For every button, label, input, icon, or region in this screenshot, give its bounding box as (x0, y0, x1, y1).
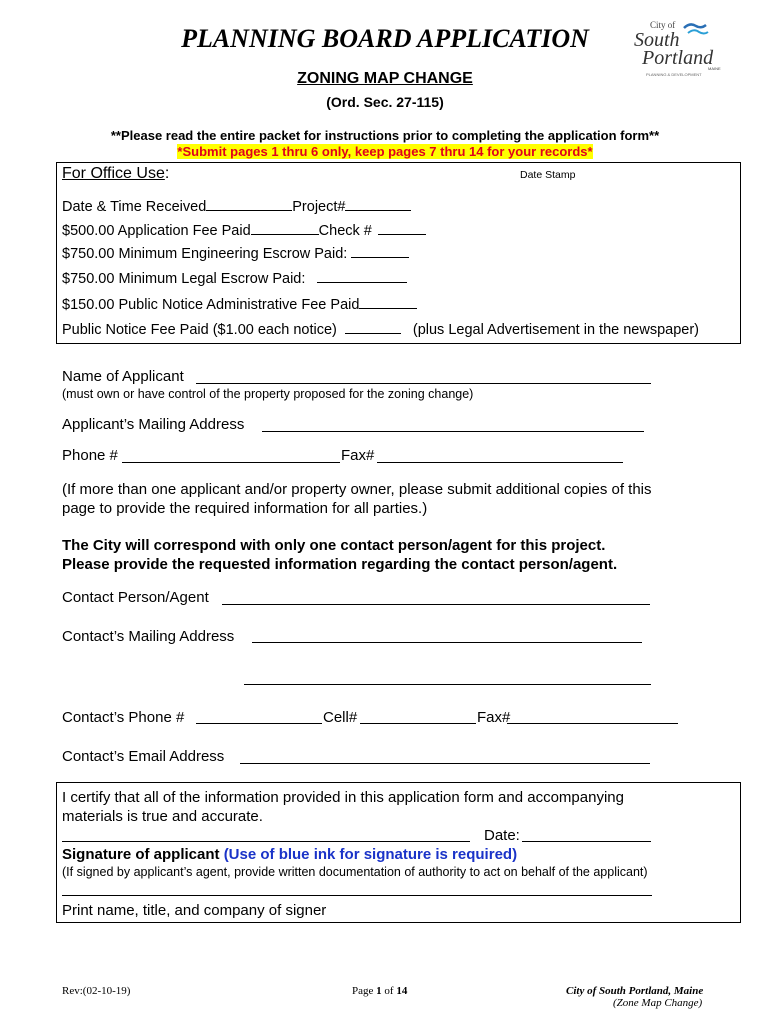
applicant-name-label: Name of Applicant (62, 368, 184, 385)
signature-label: Signature of applicant (62, 846, 220, 863)
date-time-received-row (62, 196, 411, 215)
contact-person-label: Contact Person/Agent (62, 589, 209, 606)
office-use-heading (62, 165, 169, 183)
application-fee-label: $500.00 Application Fee Paid (62, 223, 251, 239)
certify-text-2: materials is true and accurate. (62, 808, 263, 825)
print-name-label: Print name, title, and company of signer (62, 902, 327, 919)
engineering-escrow-row (62, 243, 409, 262)
applicant-phone-label: Phone # (62, 447, 118, 464)
logo-city-of: City of (650, 20, 676, 30)
page-total: 14 (396, 985, 408, 997)
public-notice-admin-row (62, 294, 417, 313)
contact-phone-field[interactable] (196, 723, 322, 724)
page-current: 1 (376, 985, 382, 997)
footer-doc-name: (Zone Map Change) (613, 997, 703, 1009)
applicant-name-note: (must own or have control of the property proposed for the zoning change) (62, 387, 474, 401)
footer-city: City of South Portland, Maine (566, 985, 704, 997)
logo-portland: Portland (642, 47, 714, 69)
wave-icon (684, 24, 706, 28)
application-fee-row (62, 220, 426, 239)
application-fee-field[interactable] (251, 220, 319, 235)
contact-fax-field[interactable] (507, 723, 678, 724)
multiple-applicants-note-1: (If more than one applicant and/or property owner, please submit additional copies of this (62, 481, 652, 498)
contact-statement-2: Please provide the requested information regarding the contact person/agent. (62, 556, 618, 573)
date-stamp-label: Date Stamp (520, 169, 576, 181)
date-time-received-field[interactable] (206, 196, 292, 211)
logo-dept: PLANNING & DEVELOPMENT (646, 72, 702, 77)
contact-mailing-label: Contact’s Mailing Address (62, 628, 235, 645)
contact-person-field[interactable] (222, 604, 650, 605)
wave-icon-small (688, 30, 708, 33)
engineering-escrow-label: $750.00 Minimum Engineering Escrow Paid: (62, 246, 348, 262)
project-label: Project# (292, 199, 346, 215)
signature-row (62, 846, 517, 863)
applicant-phone-field[interactable] (122, 462, 340, 463)
applicant-mailing-field[interactable] (262, 431, 644, 432)
contact-mailing-field[interactable] (252, 642, 642, 643)
agent-note: (If signed by applicant’s agent, provide written documentation of authority to act on behalf of the applicant) (62, 865, 648, 879)
contact-statement-1: The City will correspond with only one contact person/agent for this project. (62, 537, 606, 554)
contact-cell-label: Cell# (323, 709, 358, 726)
date-label: Date: (484, 827, 520, 844)
logo-graphic (632, 18, 732, 78)
check-number-field[interactable] (378, 220, 426, 235)
page-prefix: Page (352, 985, 377, 997)
office-use-colon: : (164, 165, 170, 182)
date-field[interactable] (522, 841, 651, 842)
contact-cell-field[interactable] (360, 723, 476, 724)
legal-escrow-row (62, 268, 407, 287)
revision-date: Rev:(02-10-19) (62, 985, 131, 997)
blue-ink-note: (Use of blue ink for signature is required) (223, 846, 518, 863)
engineering-escrow-field[interactable] (351, 243, 409, 258)
submit-notice (0, 144, 770, 159)
check-label: Check # (318, 223, 372, 239)
public-notice-fee-field[interactable] (345, 319, 401, 334)
signature-field[interactable] (62, 841, 470, 842)
public-notice-fee-row (62, 319, 699, 338)
contact-phone-label: Contact’s Phone # (62, 709, 185, 726)
applicant-mailing-label: Applicant’s Mailing Address (62, 416, 245, 433)
project-number-field[interactable] (345, 196, 411, 211)
page-number (352, 985, 407, 997)
public-notice-admin-field[interactable] (359, 294, 417, 309)
multiple-applicants-note-2: page to provide the required information for all parties.) (62, 500, 428, 517)
contact-email-label: Contact’s Email Address (62, 748, 225, 765)
office-use-heading-text: For Office Use (62, 165, 165, 182)
submit-notice-text: *Submit pages 1 thru 6 only, keep pages 7 thru 14 for your records* (177, 144, 593, 159)
applicant-fax-field[interactable] (377, 462, 623, 463)
legal-escrow-label: $750.00 Minimum Legal Escrow Paid: (62, 271, 306, 287)
page-title: PLANNING BOARD APPLICATION (181, 24, 589, 53)
contact-email-field[interactable] (240, 763, 650, 764)
ordinance-reference: (Ord. Sec. 27-115) (326, 94, 444, 110)
instructions-notice: **Please read the entire packet for instructions prior to completing the application form** (110, 128, 660, 143)
contact-fax-label: Fax# (477, 709, 511, 726)
print-name-field[interactable] (62, 895, 652, 896)
city-logo (632, 18, 732, 78)
logo-south: South (634, 29, 680, 51)
applicant-name-field[interactable] (196, 383, 651, 384)
page-of: of (381, 985, 397, 997)
logo-maine: MAINE (708, 66, 721, 71)
contact-mailing-field-line-2[interactable] (244, 684, 651, 685)
public-notice-fee-label: Public Notice Fee Paid ($1.00 each notice) (62, 322, 337, 338)
public-notice-admin-label: $150.00 Public Notice Administrative Fee Paid (62, 297, 360, 313)
date-time-received-label: Date & Time Received (62, 199, 207, 215)
form-subtitle: ZONING MAP CHANGE (297, 70, 473, 87)
legal-ad-note: (plus Legal Advertisement in the newspaper) (412, 322, 699, 338)
legal-escrow-field[interactable] (317, 268, 407, 283)
certify-text-1: I certify that all of the information provided in this application form and accompanying (62, 789, 624, 806)
applicant-fax-label: Fax# (341, 447, 375, 464)
